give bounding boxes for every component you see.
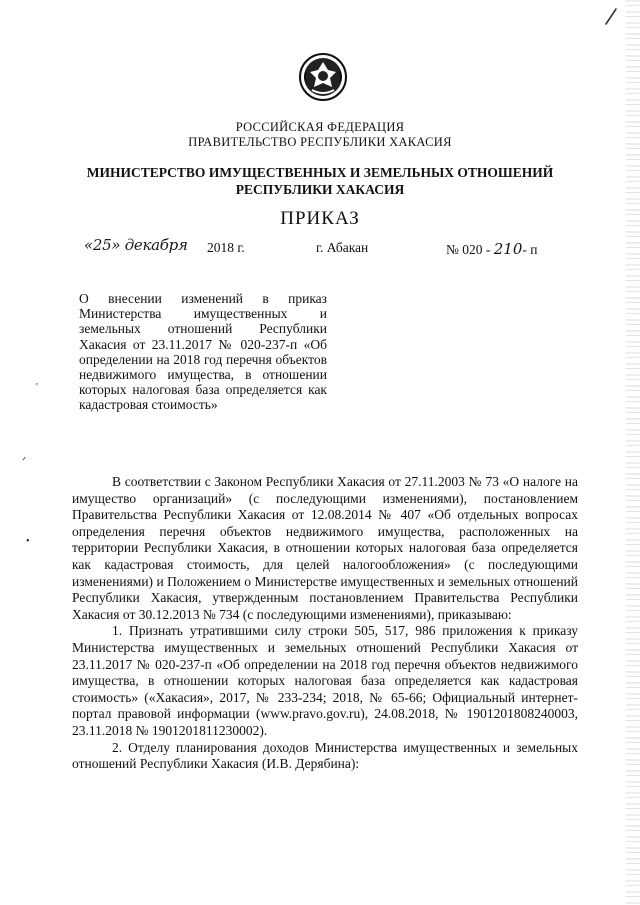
header-ministry xyxy=(70,164,570,198)
preamble-paragraph: В соответствии с Законом Республики Хакасия от 27.11.2003 № 73 «О налоге на имущество организаций» (с последующими изменениями), постановлением Правительства Республики Хакасия от 12.08.2014 № 407 «Об отдельных вопросах определения перечня объектов недвижимого имущества, расположенных на территории Республики Хакасия, в отношении которых налоговая база определяется как кадастровая стоимость, для целей налогообложения» (с последующими изменениями) и Положением о Министерстве имущественных и земельных отношений Республики Хакасия, утвержденным постановлением Правительства Республики Хакасия от 30.12.2013 № 734 (с последующими изменениями), приказываю: xyxy=(72,474,578,622)
corner-handwritten-mark xyxy=(600,6,624,26)
item-1-paragraph: 1. Признать утратившими силу строки 505, 517, 986 приложения к приказу Министерства имущественных и земельных отношений Республики Хакасия от 23.11.2017 № 020-237-п «Об определении на 2018 год перечня объектов недвижимого имущества, в отношении которых налоговая база определяется как кадастровая стоимость» («Хакасия», 2017, № 233-234; 2018, № 65-66; Официальный интернет-портал правовой информации (www.pravo.gov.ru), 24.08.2018, № 1901201808240003, 23.11.2018 № 1901201811230002). xyxy=(72,623,578,738)
order-number-suffix: - п xyxy=(522,242,538,257)
header-state xyxy=(70,120,570,150)
order-number-handwritten: 210 xyxy=(493,240,523,258)
header-line-government: ПРАВИТЕЛЬСТВО РЕСПУБЛИКИ ХАКАСИЯ xyxy=(188,135,452,149)
order-subject: О внесении изменений в приказ Министерства имущественных и земельных отношений Республики Хакасия от 23.11.2017 № 020-237-п «Об определении на 2018 год перечня объектов недвижимого имущества, в отношении которых налоговая база определяется как кадастровая стоимость» xyxy=(79,291,327,413)
header-line-russian-federation: РОССИЙСКАЯ ФЕДЕРАЦИЯ xyxy=(235,120,405,134)
margin-tick-mark: ' xyxy=(36,382,38,393)
order-title: ПРИКАЗ xyxy=(280,208,360,229)
item-2-paragraph: 2. Отделу планирования доходов Министерства имущественных и земельных отношений Республики Хакасия (И.В. Дерябина): xyxy=(72,739,578,772)
date-year: 2018 г. xyxy=(207,240,245,255)
coat-of-arms-emblem-icon xyxy=(298,52,348,102)
ministry-name-line2: РЕСПУБЛИКИ ХАКАСИЯ xyxy=(235,182,405,197)
scan-edge-artifact xyxy=(626,0,640,905)
ministry-name-line1: МИНИСТЕРСТВО ИМУЩЕСТВЕННЫХ И ЗЕМЕЛЬНЫХ ОТНОШЕНИЙ xyxy=(86,165,554,180)
margin-tick-mark: ᐟ xyxy=(22,456,27,467)
order-number xyxy=(446,240,538,258)
handwritten-date: «25» декабря xyxy=(84,236,188,254)
margin-tick-mark: • xyxy=(26,536,30,547)
date-line xyxy=(84,236,574,262)
order-body xyxy=(72,474,578,773)
order-number-prefix: № 020 - xyxy=(446,242,491,257)
city-name: г. Абакан xyxy=(316,240,369,255)
